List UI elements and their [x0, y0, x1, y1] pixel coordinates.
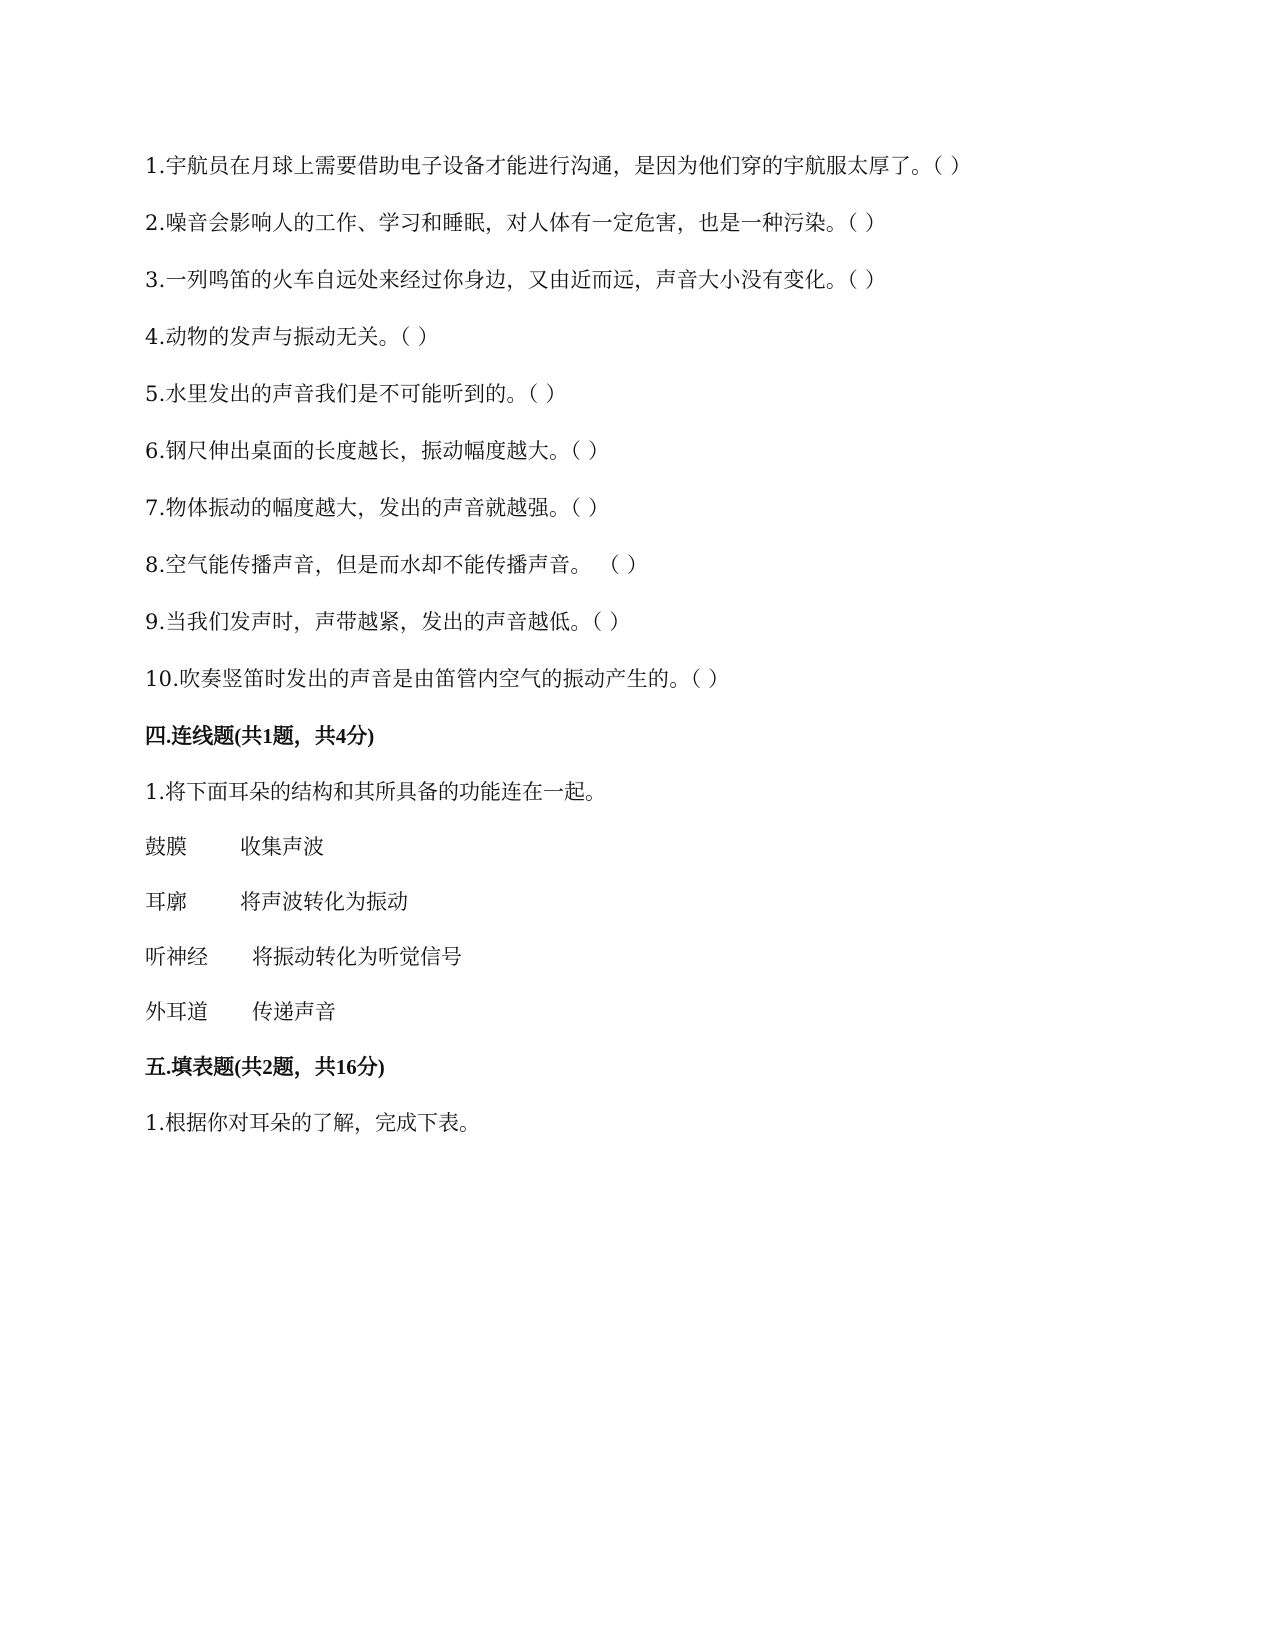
ear-function-label: 收集声波 — [240, 835, 324, 859]
matching-question: 1.将下面耳朵的结构和其所具备的功能连在一起。 — [145, 780, 607, 804]
matching-pair-3 — [145, 941, 1105, 973]
ear-structure-label: 鼓膜 — [145, 835, 187, 859]
document-body — [145, 150, 1105, 1162]
judgment-item-7: 7.物体振动的幅度越大，发出的声音就越强。（ ） — [145, 496, 610, 520]
ear-function-label: 将振动转化为听觉信号 — [252, 945, 462, 969]
judgment-item-10: 10.吹奏竖笛时发出的声音是由笛管内空气的振动产生的。（ ） — [145, 667, 730, 691]
section-heading-matching: 四.连线题(共1题，共4分) — [145, 724, 375, 748]
judgment-item-8: 8.空气能传播声音，但是而水却不能传播声音。 （ ） — [145, 553, 649, 577]
ear-function-label: 将声波转化为振动 — [240, 890, 408, 914]
judgment-item-3: 3.一列鸣笛的火车自远处来经过你身边，又由近而远，声音大小没有变化。（ ） — [145, 268, 887, 292]
ear-structure-label: 听神经 — [145, 945, 208, 969]
ear-function-label: 传递声音 — [252, 1000, 336, 1024]
table-question: 1.根据你对耳朵的了解，完成下表。 — [145, 1111, 481, 1135]
judgment-item-2: 2.噪音会影响人的工作、学习和睡眠，对人体有一定危害，也是一种污染。（ ） — [145, 211, 887, 235]
judgment-item-4: 4.动物的发声与振动无关。（ ） — [145, 325, 440, 349]
matching-pair-1 — [145, 831, 1105, 863]
ear-structure-label: 外耳道 — [145, 1000, 208, 1024]
judgment-item-1: 1.宇航员在月球上需要借助电子设备才能进行沟通，是因为他们穿的宇航服太厚了。（ ） — [145, 154, 972, 178]
judgment-item-6: 6.钢尺伸出桌面的长度越长，振动幅度越大。（ ） — [145, 439, 610, 463]
judgment-item-9: 9.当我们发声时，声带越紧，发出的声音越低。（ ） — [145, 610, 631, 634]
section-heading-table: 五.填表题(共2题，共16分) — [145, 1055, 385, 1079]
ear-structure-label: 耳廓 — [145, 890, 187, 914]
matching-pair-4 — [145, 996, 1105, 1028]
judgment-item-5: 5.水里发出的声音我们是不可能听到的。（ ） — [145, 382, 567, 406]
matching-pair-2 — [145, 886, 1105, 918]
